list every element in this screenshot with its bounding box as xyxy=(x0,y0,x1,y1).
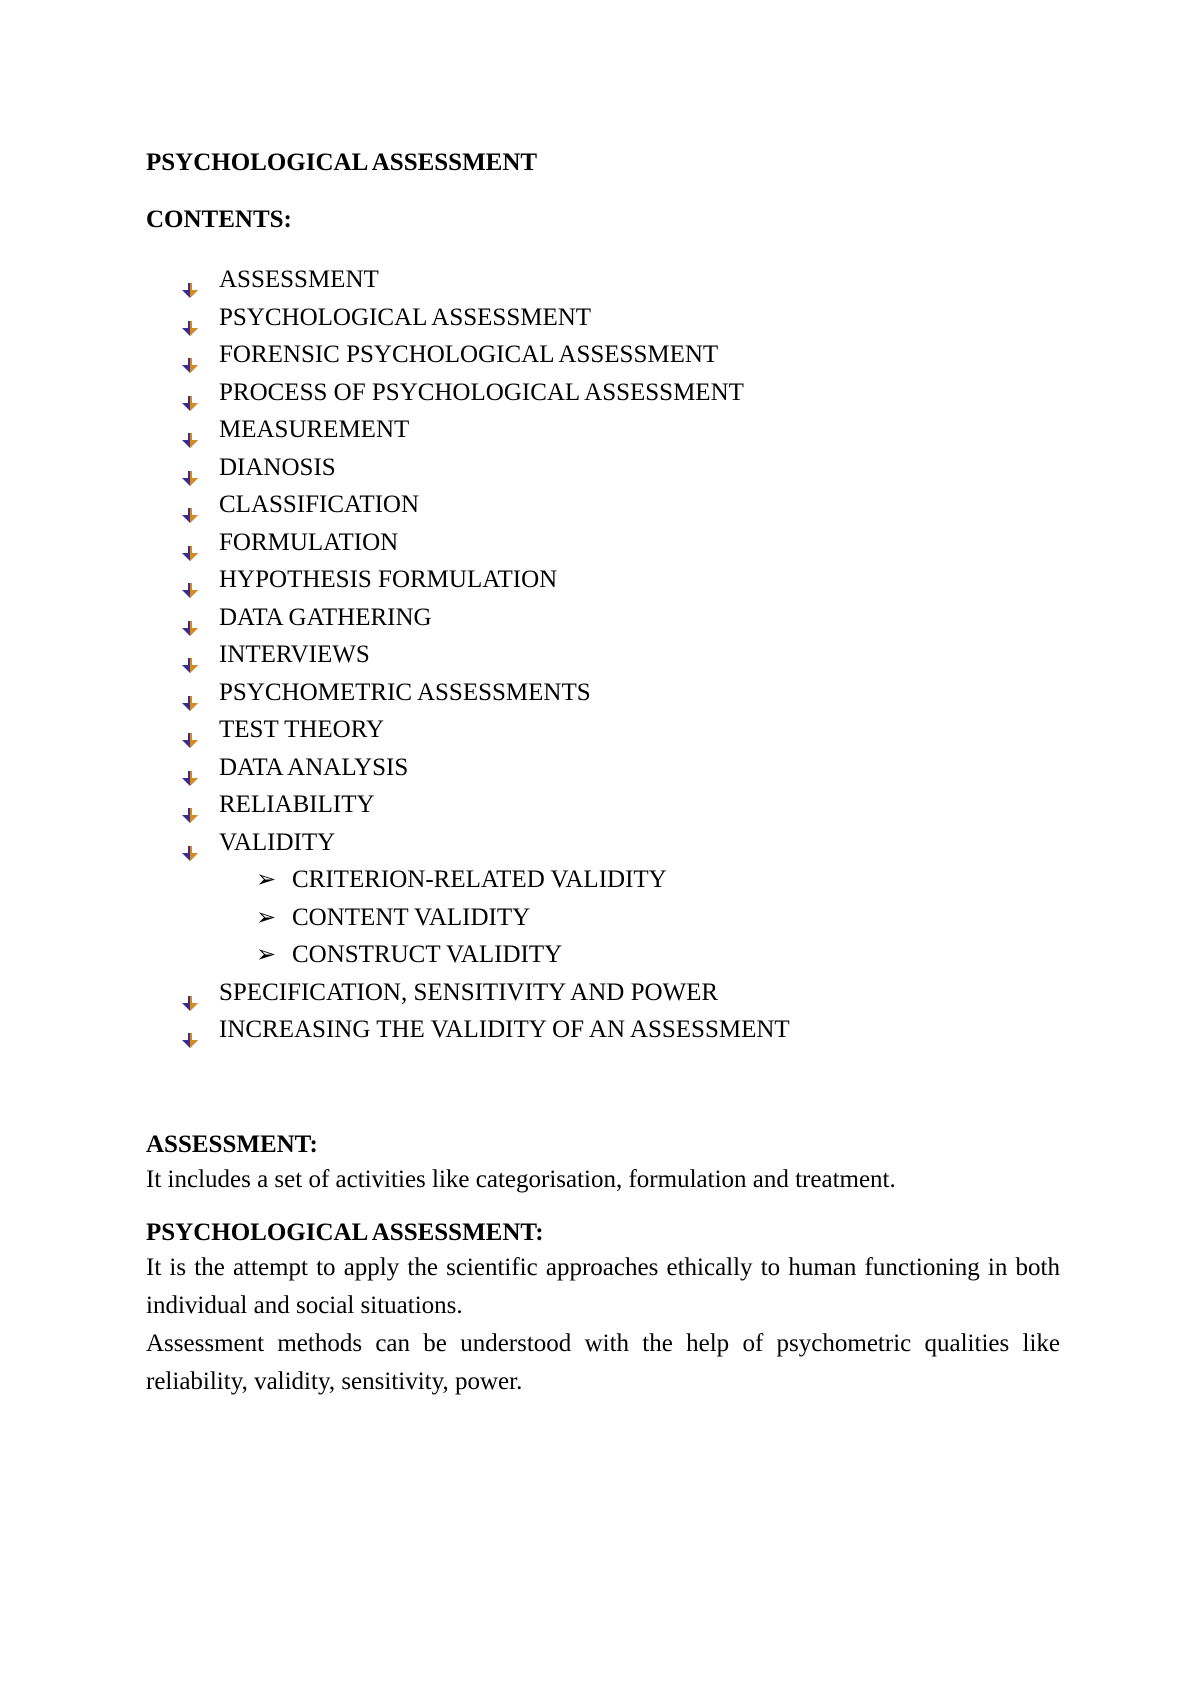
toc-item-label: TEST THEORY xyxy=(219,716,385,743)
toc-item-label: DIANOSIS xyxy=(219,453,336,481)
toc-item xyxy=(146,486,1060,524)
toc-item-label: CLASSIFICATION xyxy=(219,491,420,518)
toc-item-label: VALIDITY xyxy=(219,828,336,856)
toc-item-label: FORENSIC PSYCHOLOGICAL ASSESSMENT xyxy=(219,341,719,368)
toc-item-label: FORMULATION xyxy=(219,528,399,556)
toc-item-label: ASSESSMENT xyxy=(219,266,379,293)
arrow-down-bullet-icon xyxy=(181,611,199,627)
assessment-heading: ASSESSMENT: xyxy=(146,1130,318,1158)
arrow-down-bullet-icon xyxy=(181,836,199,852)
toc-item-label: SPECIFICATION, SENSITIVITY AND POWER xyxy=(219,978,719,1006)
arrow-down-bullet-icon xyxy=(181,348,199,364)
arrow-down-bullet-icon xyxy=(181,798,199,814)
toc-item-label: DATA GATHERING xyxy=(219,603,432,631)
toc-item xyxy=(146,449,1060,487)
arrow-down-bullet-icon xyxy=(181,648,199,664)
sub-item-label: CONTENT VALIDITY xyxy=(292,903,531,931)
toc-item xyxy=(146,336,1060,374)
toc-item xyxy=(146,824,1060,862)
arrow-down-bullet-icon xyxy=(181,723,199,739)
toc-item xyxy=(146,1011,1060,1049)
toc-item-label: INTERVIEWS xyxy=(219,641,370,668)
arrowhead-right-icon: ➢ xyxy=(256,940,277,968)
arrow-down-bullet-icon xyxy=(181,273,199,289)
psychological-assessment-paragraph-1: It is the attempt to apply the scientific approaches ethically to human functioning in both individual and social situations. xyxy=(146,1253,1060,1319)
toc-item-label: PSYCHOLOGICAL ASSESSMENT xyxy=(219,303,592,331)
toc-item-label: INCREASING THE VALIDITY OF AN ASSESSMENT xyxy=(219,1016,790,1043)
validity-sublist xyxy=(146,861,1060,974)
sub-item-label: CONSTRUCT VALIDITY xyxy=(292,941,563,968)
table-of-contents xyxy=(146,261,1060,1049)
toc-item xyxy=(146,411,1060,449)
arrow-down-bullet-icon xyxy=(181,686,199,702)
toc-item xyxy=(146,749,1060,787)
toc-item-label: DATA ANALYSIS xyxy=(219,753,409,781)
toc-item xyxy=(146,524,1060,562)
toc-item xyxy=(146,561,1060,599)
toc-item xyxy=(146,711,1060,749)
toc-item-label: HYPOTHESIS FORMULATION xyxy=(219,566,558,593)
document-title: PSYCHOLOGICAL ASSESSMENT xyxy=(146,149,538,176)
arrow-down-bullet-icon xyxy=(181,311,199,327)
psychological-assessment-heading: PSYCHOLOGICAL ASSESSMENT: xyxy=(146,1218,544,1246)
arrow-down-bullet-icon xyxy=(181,1023,199,1039)
arrow-down-bullet-icon xyxy=(181,423,199,439)
toc-item xyxy=(146,261,1060,299)
assessment-paragraph: It includes a set of activities like categorisation, formulation and treatment. xyxy=(146,1165,896,1193)
toc-item xyxy=(146,636,1060,674)
contents-label: CONTENTS: xyxy=(146,206,292,233)
arrow-down-bullet-icon xyxy=(181,461,199,477)
toc-sublist-item xyxy=(146,861,1060,974)
sub-item xyxy=(146,861,1060,899)
arrowhead-right-icon: ➢ xyxy=(256,865,277,893)
arrow-down-bullet-icon xyxy=(181,573,199,589)
toc-item xyxy=(146,786,1060,824)
toc-item xyxy=(146,374,1060,412)
arrow-down-bullet-icon xyxy=(181,761,199,777)
arrow-down-bullet-icon xyxy=(181,986,199,1002)
toc-item xyxy=(146,299,1060,337)
sub-item-label: CRITERION-RELATED VALIDITY xyxy=(292,866,667,893)
toc-item xyxy=(146,674,1060,712)
toc-item-label: PSYCHOMETRIC ASSESSMENTS xyxy=(219,678,591,706)
toc-item xyxy=(146,599,1060,637)
arrowhead-right-icon: ➢ xyxy=(256,902,277,931)
sub-item xyxy=(146,899,1060,937)
arrow-down-bullet-icon xyxy=(181,498,199,514)
toc-item-label: RELIABILITY xyxy=(219,791,375,818)
toc-item-label: PROCESS OF PSYCHOLOGICAL ASSESSMENT xyxy=(219,378,744,406)
arrow-down-bullet-icon xyxy=(181,386,199,402)
sub-item xyxy=(146,936,1060,974)
psychological-assessment-paragraph-2: Assessment methods can be understood with the help of psychometric qualities like reliability, validity, sensitivity, power. xyxy=(146,1329,1060,1395)
toc-item xyxy=(146,974,1060,1012)
document-page xyxy=(146,142,1060,1401)
arrow-down-bullet-icon xyxy=(181,536,199,552)
toc-item-label: MEASUREMENT xyxy=(219,416,410,443)
